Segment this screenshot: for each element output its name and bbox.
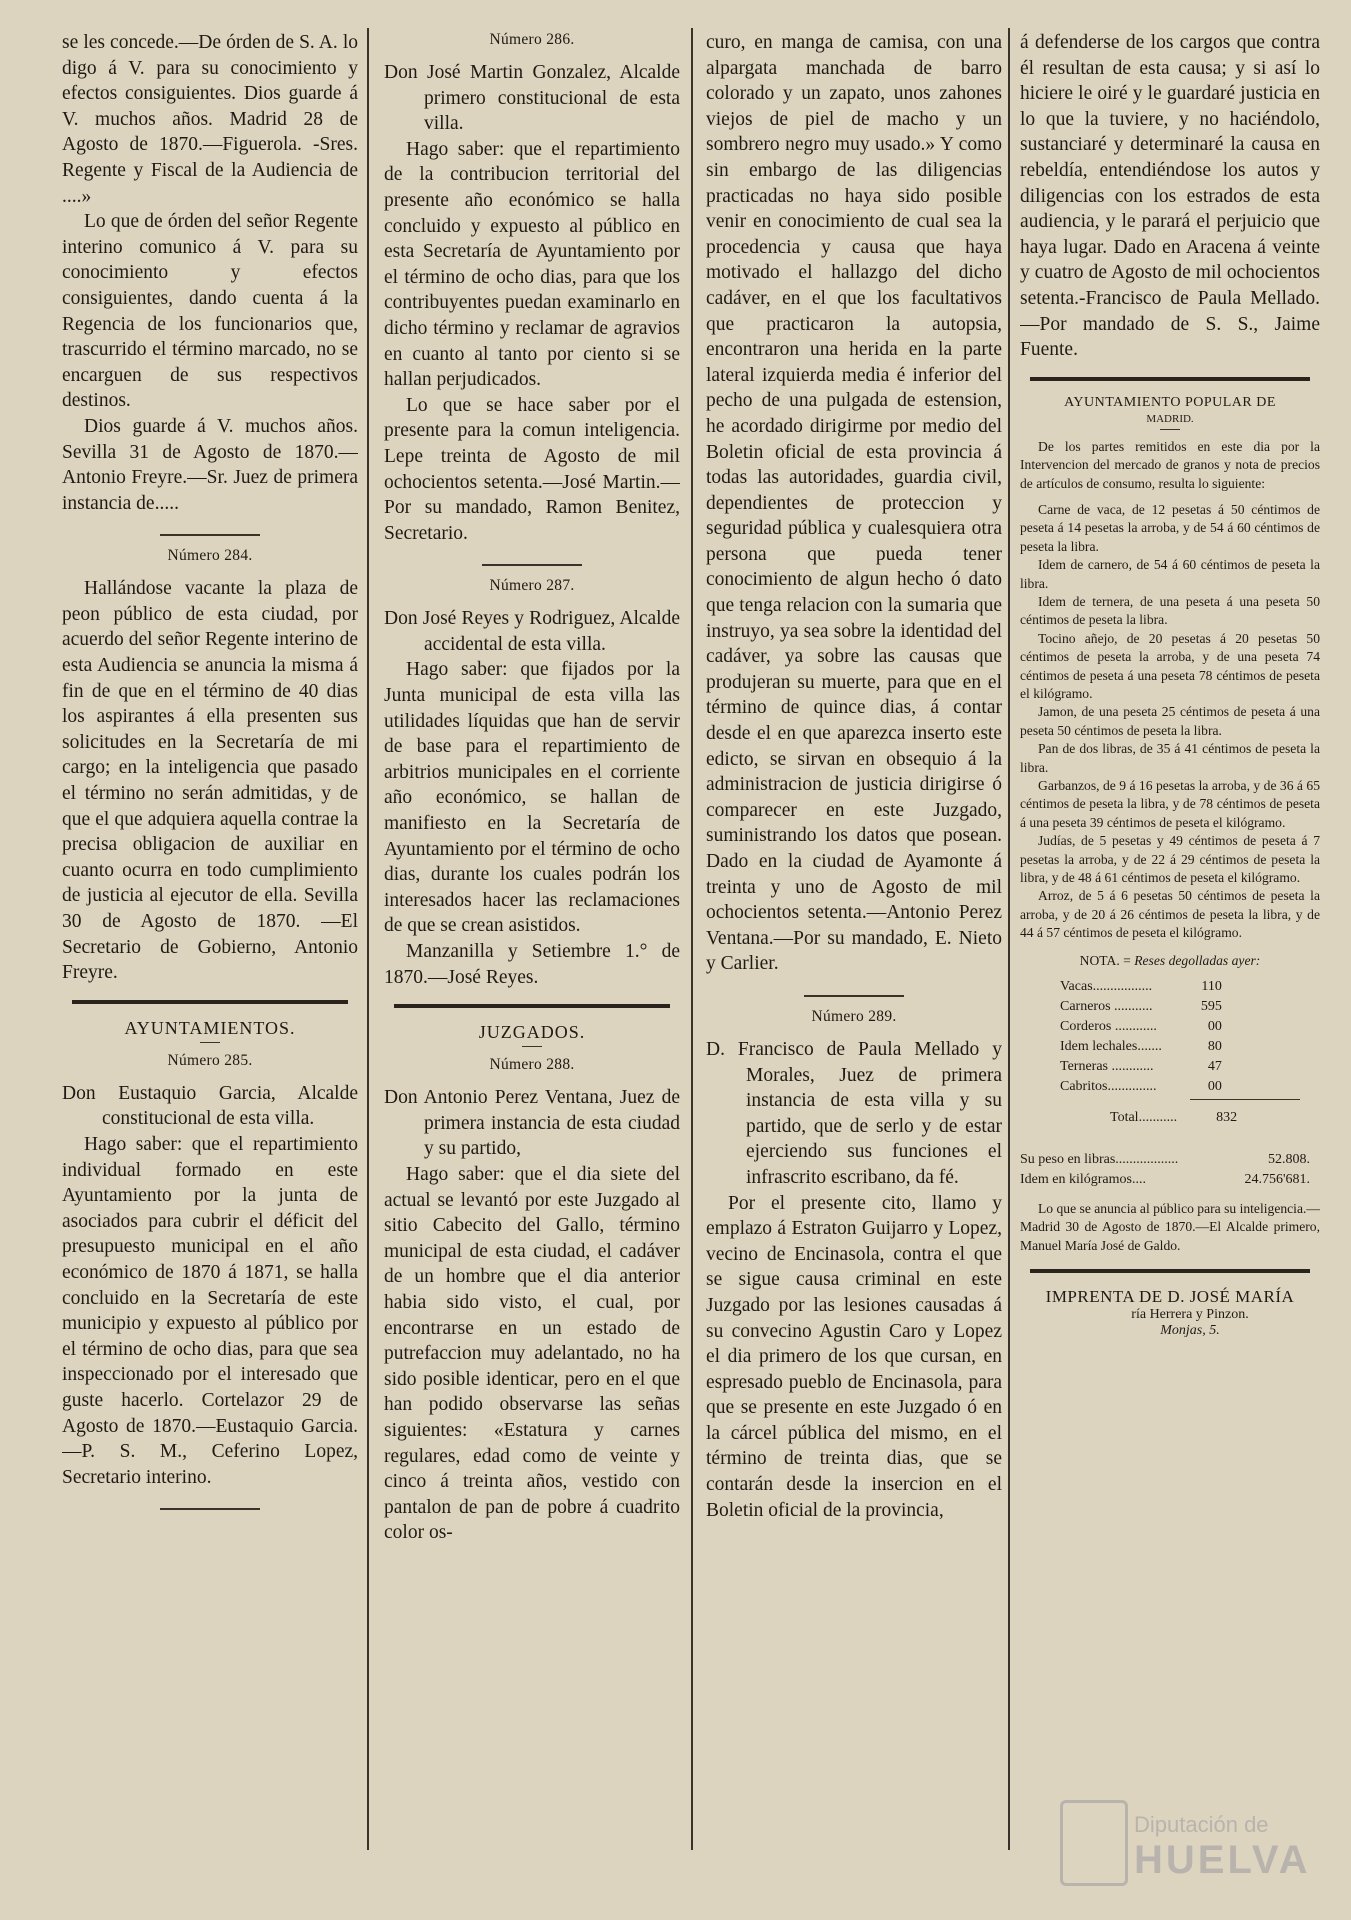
separator [200,1042,220,1043]
row-value: 595 [1200,998,1222,1014]
notice-number: Número 285. [167,1051,253,1069]
row-label: Vacas................. [1060,978,1153,994]
total-value: 832 [1216,1109,1238,1125]
section-rule [394,1004,670,1008]
report-intro: De los partes remitidos en este dia por la Intervencion del mercado de granos y nota de precios de artículos de consumo, resulta lo siguiente: [1020,438,1320,491]
paragraph: se les concede.—De órden de S. A. lo digo á V. para su conocimiento y efectos consiguientes. Dios guarde á V. muchos años. Madrid 28 de Agosto de 1870.—Figuerola. -Sres. Regente y Fiscal de la Audiencia de ....» [62,32,358,207]
notice-heading: Don José Reyes y Rodriguez, Alcalde accidental de esta villa. [384,608,680,655]
paragraph: Hallándose vacante la plaza de peon público de esta ciudad, por acuerdo del señor Regente interino de esta Audiencia se anuncia la misma á fin de que en el término de 40 dias los aspirantes á ella presenten sus solicitudes en la Secretaría de mi cargo; en la inteligencia que pasado el término no serán admitidas, y de que el que adquiera aquella contrae la precisa obligacion de auxiliar en cuanto ocurra en todo cumplimiento de justicia al ejecutor de ella. Sevilla 30 de Agosto de 1870. —El Secretario de Gobierno, Antonio Freyre. [62,578,358,984]
row-value: 52.808. [1268,1151,1310,1167]
notice-heading: Don Antonio Perez Ventana, Juez de primera instancia de esta ciudad y su partido, [384,1087,680,1160]
weight-table [1020,1150,1310,1190]
column-divider [691,28,693,1850]
paragraph: Dios guarde á V. muchos años. Sevilla 31 de Agosto de 1870.—Antonio Freyre.—Sr. Juez de primera instancia de..... [62,415,358,514]
market-report [1020,395,1320,1255]
paragraph: á defenderse de los cargos que contra él resultan de esta causa; y si así lo hiciere le oiré y le guardaré justicia en lo que la tuviere, y no haciéndolo, sustanciaré y determinaré la causa en rebeldía, entendiéndose los autos y diligencias con los estrados de esta audiencia, y le parará el perjuicio que haya lugar. Dado en Aracena á veinte y cuatro de Agosto de mil ochocientos setenta.-Francisco de Paula Mellado.—Por mandado de S. S., Jaime Fuente. [1020,32,1320,361]
notice-number: Número 284. [167,547,253,565]
column-3 [706,30,1002,1860]
section-rule [72,1000,348,1004]
nota-label: NOTA. = [1079,952,1131,968]
row-label: Idem lechales....... [1060,1038,1162,1054]
printer-name: IMPRENTA DE D. JOSÉ MARÍA [1045,1286,1295,1306]
row-label: Carneros ........... [1060,998,1153,1014]
separator [482,564,582,566]
separator [522,1046,542,1047]
table-row [1020,1170,1310,1190]
table-row [1060,1017,1222,1037]
price-item: Garbanzos, de 9 á 16 pesetas la arroba, y de 36 á 65 céntimos de peseta la libra, y de 78 céntimos de peseta á una peseta 39 céntimos de peseta el kilógramo. [1020,778,1320,830]
report-subheading: MADRID. [1146,412,1194,425]
table-row [1060,977,1222,997]
paragraph: Lo que se hace saber por el presente para la comun inteligencia. Lepe treinta de Agosto de mil ochocientos setenta.—José Martin.—Por su mandado, Ramon Benitez, Secretario. [384,394,680,544]
separator [160,534,260,536]
watermark-line1: Diputación de [1134,1812,1269,1837]
table-row [1060,997,1222,1017]
row-label: Su peso en libras.................. [1020,1151,1179,1167]
price-item: Idem de carnero, de 54 á 60 céntimos de peseta la libra. [1020,557,1320,591]
separator [1160,429,1180,430]
column-divider [367,28,369,1850]
slaughter-table [1060,977,1222,1097]
row-value: 47 [1207,1058,1222,1074]
notice-heading: Don José Martin Gonzalez, Alcalde primero constitucional de esta villa. [384,62,680,135]
section-rule [1030,377,1310,381]
notice-heading: D. Francisco de Paula Mellado y Morales, Juez de primera instancia de esta villa y su partido, que de serlo y de estar ejerciendo sus funciones el infrascrito escribano, da fé. [706,1038,1002,1188]
watermark [1060,1790,1320,1900]
notice-heading: Don Eustaquio Garcia, Alcalde constitucional de esta villa. [62,1082,358,1130]
table-row [1020,1150,1310,1170]
notice-number: Número 287. [489,577,575,595]
column-divider [1008,28,1010,1850]
row-value: 80 [1207,1038,1222,1054]
row-value: 24.756'681. [1244,1171,1310,1187]
table-row [1060,1037,1222,1057]
row-label: Cabritos.............. [1060,1078,1157,1094]
notice-number: Número 286. [489,31,575,48]
price-item: Carne de vaca, de 12 pesetas á 50 céntimos de peseta á 14 pesetas la arroba, y de 54 á 60 céntimos de peseta la libra. [1020,501,1320,554]
separator [160,1508,260,1510]
table-row [1060,1057,1222,1077]
price-item: Jamon, de una peseta 25 céntimos de peseta á una peseta 50 céntimos de peseta la libra. [1020,704,1320,738]
row-value: 110 [1201,978,1222,994]
notice-number: Número 289. [811,1007,897,1025]
price-item: Tocino añejo, de 20 pesetas á 20 pesetas 50 céntimos de peseta la arroba, y de una peseta 74 céntimos de peseta á una peseta 78 céntimos de peseta el kilógramo. [1020,630,1320,701]
watermark-line2: HUELVA [1134,1838,1311,1882]
row-label: Terneras ............ [1060,1058,1154,1074]
price-item: Idem de ternera, de una peseta á una peseta 50 céntimos de peseta la libra. [1020,593,1320,628]
price-item: Pan de dos libras, de 35 á 41 céntimos de peseta la libra. [1020,741,1320,775]
paragraph: curo, en manga de camisa, con una alpargata manchada de barro colorado y un zapato, unos zahones viejos de piel de macho y un sombrero negro muy usado.» Y como sin embargo de las diligencias practicadas no haya sido posible venir en conocimiento de cual sea la procedencia y causa que haya motivado el hallazgo del dicho cadáver, en el que los facultativos que practicaron la autopsia, encontraron una herida en la parte lateral izquierda media é inferior del pecho de una pulgada de estension, he acordado dirigirme por medio del Boletin oficial de esta provincia á todas las autoridades, guardia civil, dependientes de proteccion y seguridad pública y cualesquiera otra persona que pueda tener conocimiento de algun hecho ó dato que tenga relacion con la sumaria que instruyo, ya sea sobre la identidad del cadáver, ya sobre las causas que produjeran su muerte, para que en el término de quince dias, á contar desde el en que aparezca inserto este edicto, se sirvan en obsequio á la administracion de justicia dirigirse ó comparecer en este Juzgado, suministrando los datos que posean. Dado en la ciudad de Ayamonte á treinta y uno de Agosto de mil ochocientos setenta.—Antonio Perez Ventana.—Por su mandado, E. Nieto y Carlier. [706,32,1002,975]
notice-number: Número 288. [489,1056,575,1074]
column-4 [1020,30,1320,1860]
total-rule [1190,1099,1300,1100]
section-rule [1030,1269,1310,1273]
separator [804,995,904,997]
section-heading: JUZGADOS. [478,1022,586,1043]
closing-paragraph: Lo que se anuncia al público para su inteligencia.—Madrid 30 de Agosto de 1870.—El Alcalde primero, Manuel María José de Galdo. [1020,1200,1320,1253]
printer-line: ría Herrera y Pinzon. [1131,1306,1249,1322]
total-label: Total........... [1110,1109,1178,1125]
total-table [1110,1108,1237,1128]
paragraph: Por el presente cito, llamo y emplazo á Estraton Guijarro y Lopez, vecino de Encinasola, contra el que se sigue causa criminal en este Juzgado por las lesiones causadas á su convecino Agustin Caro y Lopez el dia primero de los que cursan, en espresado pueblo de Encinasola, para que se presente en este Juzgado ó en la cárcel pública del mismo, en el término de treinta dias, que se contarán desde la insercion en el Boletin oficial de la provincia, [706,1192,1002,1521]
nota-title: Reses degolladas ayer: [1134,952,1261,968]
nota-heading [1020,953,1320,969]
shield-icon [1060,1800,1128,1886]
price-item: Judías, de 5 pesetas y 49 céntimos de peseta á 7 pesetas la arroba, y de 22 á 29 céntimos de peseta la libra, y de 48 á 61 céntimos de peseta el kilógramo. [1020,833,1320,886]
paragraph: Hago saber: que fijados por la Junta municipal de esta villa las utilidades líquidas que han de servir de base para el repartimiento de arbitrios municipales en el corriente año económico, se hallan de manifiesto en la Secretaría de Ayuntamiento por el término de ocho dias, durante los cuales podrán los interesados hacer las reclamaciones de que se crean asistidos. [384,659,680,937]
row-value: 00 [1207,1018,1222,1034]
section-heading: AYUNTAMIENTOS. [124,1017,296,1038]
paragraph: Hago saber: que el dia siete del actual se levantó por este Juzgado al sitio Cabecito del Gallo, término municipal de esta ciudad, el cadáver de un hombre que el dia anterior habia sido visto, el cual, por encontrarse en un estado de putrefaccion muy adelantado, no ha sido posible identicar, pero en el que han podido observarse las señas siguientes: «Estatura y carnes regulares, edad como de veinte y cinco á treinta años, vestido con pantalon de pan de pobre á cuadrito color os- [384,1163,680,1544]
total-row [1110,1108,1237,1128]
row-value: 00 [1207,1078,1222,1094]
row-label: Idem en kilógramos.... [1020,1171,1146,1187]
printer-address: Monjas, 5. [1160,1322,1220,1338]
report-heading: AYUNTAMIENTO POPULAR DE [1064,394,1276,410]
paragraph: Hago saber: que el repartimiento individual formado en este Ayuntamiento por la junta de asociados para cubrir el déficit del presupuesto municipal en el año económico de 1870 á 1871, se halla concluido en la Secretaría de este municipio y expuesto al público por el término de ocho dias, para que sea inspeccionado por el interesado que guste hacerlo. Cortelazor 29 de Agosto de 1870.—Eustaquio Garcia.—P. S. M., Ceferino Lopez, Secretario interino. [62,1133,358,1488]
row-label: Corderos ............ [1060,1018,1157,1034]
paragraph: Lo que de órden del señor Regente interino comunico á V. para su conocimiento y efectos consiguientes, dando cuenta á la Regencia de los funcionarios que, trascurrido el término marcado, no se encarguen de sus respectivos destinos. [62,211,358,412]
price-item: Arroz, de 5 á 6 pesetas 50 céntimos de peseta la arroba, y de 20 á 26 céntimos de peseta la libra, y de 44 á 57 céntimos de peseta el kilógramo. [1020,888,1320,941]
paragraph: Manzanilla y Setiembre 1.° de 1870.—José Reyes. [384,941,680,988]
paragraph: Hago saber: que el repartimiento de la contribucion territorial del presente año económico se halla concluido y expuesto al público en esta Secretaría de Ayuntamiento por el término de ocho dias, para que los contribuyentes puedan examinarlo en dicho término y reclamar de agravios en cuanto al tanto por ciento si se hallan perjudicados. [384,138,680,391]
column-2 [384,30,680,1860]
column-1 [62,30,358,1860]
table-row [1060,1077,1222,1097]
